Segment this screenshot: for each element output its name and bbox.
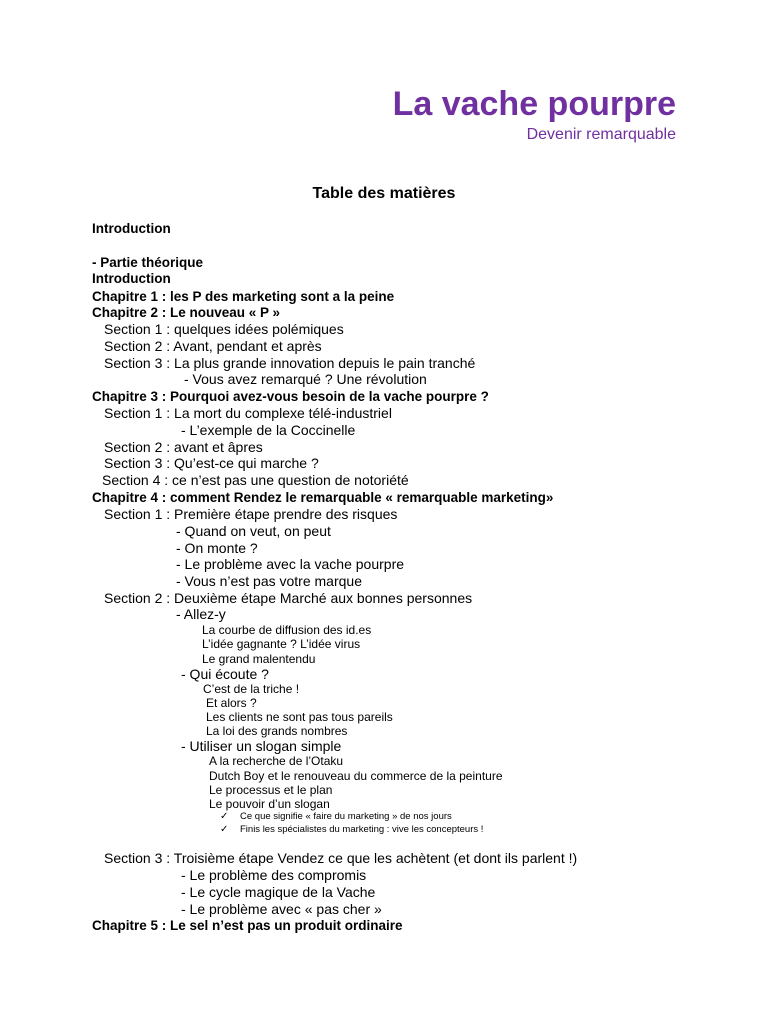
toc-entry-text: - Le problème avec « pas cher » (181, 901, 382, 917)
toc-entry (209, 797, 330, 812)
toc-heading: Table des matières (312, 185, 456, 202)
toc-entry-text: - Le problème des compromis (181, 867, 367, 883)
toc-entry (104, 321, 344, 338)
toc-entry (220, 811, 452, 823)
toc-entry (181, 901, 382, 918)
toc-entry (181, 422, 355, 439)
toc-entry (176, 523, 331, 540)
toc-entry-text: Chapitre 2 : Le nouveau « P » (92, 305, 281, 320)
toc-entry (104, 439, 263, 456)
toc-entry (104, 355, 475, 372)
toc-entry-text: - L’exemple de la Coccinelle (181, 422, 356, 438)
document-subtitle: Devenir remarquable (526, 126, 676, 143)
toc-entry-text: La loi des grands nombres (206, 724, 348, 738)
toc-entry-text: Le pouvoir d’un slogan (209, 797, 330, 811)
toc-chapter-entry (92, 304, 280, 321)
toc-entry-text: C’est de la triche ! (203, 682, 300, 696)
toc-entry (176, 540, 258, 557)
toc-entry-text: - Allez-y (176, 606, 226, 622)
toc-entry (104, 590, 472, 607)
toc-entry-text: Section 3 : Troisième étape Vendez ce que les achètent (et dont ils parlent !) (104, 850, 578, 866)
toc-entry (176, 606, 226, 623)
toc-entry-text: - On monte ? (176, 540, 258, 556)
toc-entry (184, 371, 427, 388)
toc-entry-text: Section 1 : Première étape prendre des risques (104, 506, 398, 522)
toc-entry-text: Introduction (92, 221, 171, 236)
toc-entry-text: Section 2 : avant et âpres (104, 439, 263, 455)
toc-entry-text: Section 3 : Qu’est-ce qui marche ? (104, 455, 319, 471)
toc-entry-text: Section 1 : quelques idées polémiques (104, 321, 344, 337)
toc-chapter-entry (92, 288, 394, 305)
toc-entry (202, 637, 360, 652)
toc-chapter-entry (92, 917, 403, 934)
toc-entry (181, 884, 375, 901)
toc-entry-text: - Qui écoute ? (181, 666, 269, 682)
toc-entry (176, 573, 362, 590)
check-icon: ✓ (220, 811, 229, 822)
toc-entry (209, 783, 332, 798)
toc-entry-text: - Partie théorique (92, 255, 204, 270)
toc-entry-text: Chapitre 5 : Le sel n’est pas un produit ordinaire (92, 918, 403, 933)
toc-entry-text: Chapitre 3 : Pourquoi avez-vous besoin de la vache pourpre ? (92, 389, 489, 404)
toc-entry-text: Le processus et le plan (209, 783, 333, 797)
toc-entry-text: Ce que signifie « faire du marketing » de nos jours (240, 811, 452, 822)
toc-chapter-entry (92, 270, 171, 287)
toc-entry (181, 666, 269, 683)
toc-entry-text: Finis les spécialistes du marketing : vive les concepteurs ! (240, 824, 484, 835)
toc-entry (209, 754, 343, 769)
toc-chapter-entry (92, 388, 489, 405)
toc-entry (220, 824, 483, 836)
toc-entry-text: - Quand on veut, on peut (176, 523, 331, 539)
toc-entry-text: Le grand malentendu (202, 652, 316, 666)
toc-entry (104, 405, 392, 422)
toc-entry-text: Chapitre 4 : comment Rendez le remarquable « remarquable marketing» (92, 490, 554, 505)
toc-entry (102, 472, 409, 489)
toc-entry (202, 623, 371, 638)
toc-entry (104, 850, 577, 867)
toc-entry (206, 696, 257, 711)
toc-entry-text: Section 4 : ce n’est pas une question de notoriété (102, 472, 409, 488)
toc-entry-text: Section 1 : La mort du complexe télé-industriel (104, 405, 392, 421)
toc-chapter-entry (92, 220, 171, 237)
toc-entry (181, 867, 366, 884)
toc-entry-text: Dutch Boy et le renouveau du commerce de la peinture (209, 769, 503, 783)
toc-entry (176, 556, 404, 573)
toc-entry (206, 724, 347, 739)
toc-entry (206, 710, 393, 725)
toc-entry (209, 769, 503, 784)
check-icon: ✓ (220, 824, 229, 835)
toc-entry-text: - Le problème avec la vache pourpre (176, 556, 405, 572)
toc-entry-text: Chapitre 1 : les P des marketing sont a la peine (92, 289, 395, 304)
toc-entry-text: Les clients ne sont pas tous pareils (206, 710, 393, 724)
toc-entry-text: Section 2 : Deuxième étape Marché aux bonnes personnes (104, 590, 473, 606)
toc-entry-text: - Vous avez remarqué ? Une révolution (184, 371, 427, 387)
toc-chapter-entry (92, 489, 553, 506)
toc-chapter-entry (92, 254, 203, 271)
toc-entry-text: - Vous n’est pas votre marque (176, 573, 362, 589)
toc-entry (104, 455, 319, 472)
toc-entry-text: Section 2 : Avant, pendant et après (104, 338, 322, 354)
toc-entry (104, 338, 322, 355)
toc-entry-text: Section 3 : La plus grande innovation depuis le pain tranché (104, 355, 476, 371)
toc-entry-text: La courbe de diffusion des id.es (202, 623, 372, 637)
toc-entry-text: - Le cycle magique de la Vache (181, 884, 376, 900)
toc-entry-text: L’idée gagnante ? L’idée virus (202, 637, 361, 651)
toc-entry (181, 738, 341, 755)
toc-entry (203, 682, 299, 697)
toc-entry-text: Et alors ? (206, 696, 257, 710)
toc-entry-text: Introduction (92, 271, 171, 286)
document-title: La vache pourpre (392, 85, 676, 123)
toc-entry-text: A la recherche de l’Otaku (209, 754, 344, 768)
toc-entry (202, 652, 315, 667)
toc-entry-text: - Utiliser un slogan simple (181, 738, 342, 754)
toc-entry (104, 506, 397, 523)
